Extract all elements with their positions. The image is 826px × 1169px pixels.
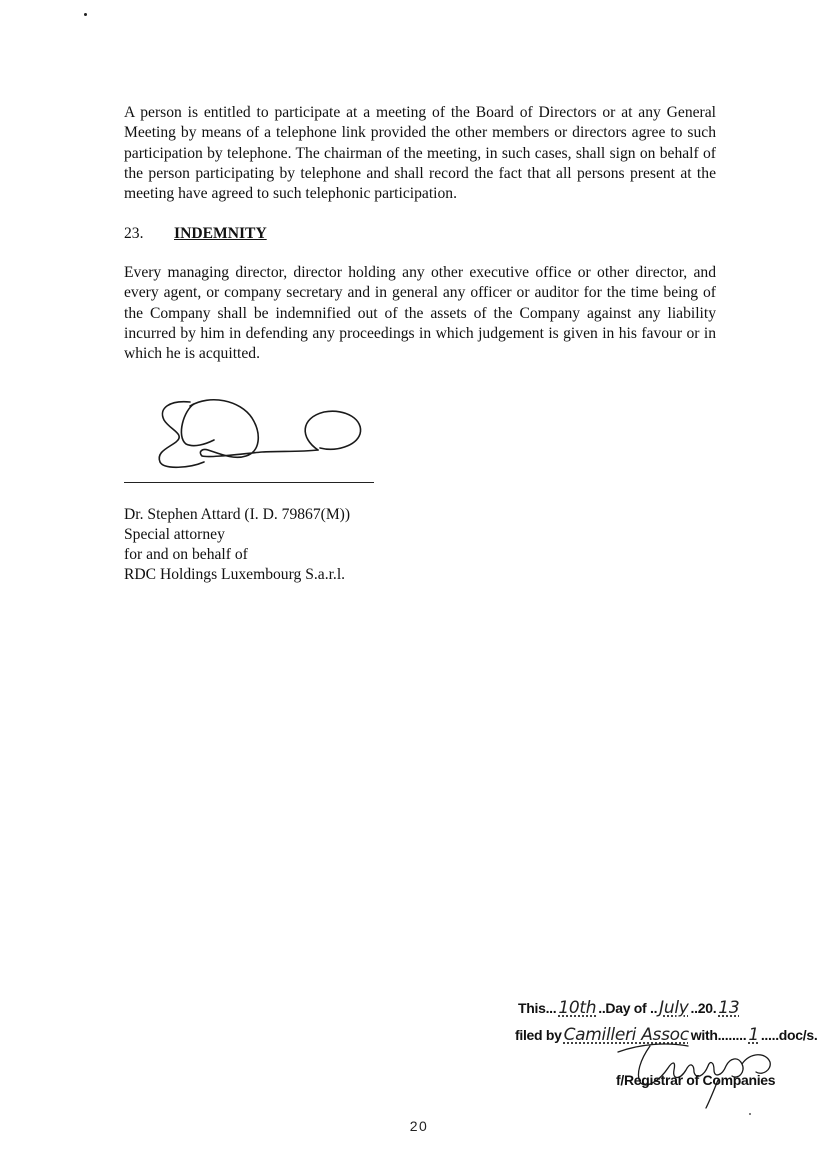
scan-speck bbox=[84, 13, 87, 16]
stamp-day-label: ..Day of .. bbox=[598, 1000, 658, 1016]
section-title: INDEMNITY bbox=[174, 225, 267, 242]
signatory-block bbox=[124, 505, 350, 585]
page-number: 20 bbox=[409, 1118, 429, 1134]
signatory-name: Dr. Stephen Attard (I. D. 79867(M)) bbox=[124, 506, 351, 523]
stamp-docs-label: .....doc/s. bbox=[760, 1027, 818, 1043]
stamp-docs-count: 1 bbox=[748, 1025, 759, 1045]
signatory-role: Special attorney bbox=[124, 526, 225, 543]
stamp-day-value: 10th bbox=[558, 998, 597, 1018]
section-heading bbox=[124, 224, 267, 244]
stamp-date-row bbox=[518, 998, 741, 1018]
stamp-filed-by-value: Camilleri Assoc bbox=[563, 1025, 689, 1045]
signatory-company: RDC Holdings Luxembourg S.a.r.l. bbox=[124, 566, 346, 583]
paragraph-telephone-participation: A person is entitled to participate at a meeting of the Board of Directors or at any General Meeting by means of a telephone link provided the other members or directors agree to such participation by telephone. The chairman of the meeting, in such cases, shall sign on behalf of the person participating by telephone and shall record the fact that all persons present at the meeting have agreed to such telephonic participation. bbox=[124, 104, 716, 203]
stamp-year-value: 13 bbox=[718, 998, 740, 1018]
registry-stamp bbox=[515, 990, 818, 1110]
registrar-signature bbox=[610, 1030, 790, 1110]
signatory-behalf: for and on behalf of bbox=[124, 546, 248, 563]
stamp-this-label: This... bbox=[518, 1000, 557, 1016]
stamp-with-label: with........ bbox=[690, 1027, 747, 1043]
signature-line bbox=[124, 482, 374, 483]
paragraph-indemnity: Every managing director, director holding any other executive office or other director, and every agent, or company secretary and in general any officer or auditor for the time being of the Company shall be indemnified out of the assets of the Company against any liability incurred by him in defending any proceedings in which judgement is given in his favour or in which he is acquitted. bbox=[124, 264, 716, 363]
stamp-month-value: July bbox=[659, 998, 689, 1018]
stamp-filed-label: filed by bbox=[515, 1027, 562, 1043]
stamp-registrar-label: f/Registrar of Companies bbox=[616, 1072, 776, 1088]
handwritten-signature bbox=[150, 396, 380, 480]
scan-speck bbox=[749, 1113, 751, 1115]
section-number: 23. bbox=[124, 225, 144, 242]
stamp-year-label: ..20. bbox=[690, 1000, 717, 1016]
